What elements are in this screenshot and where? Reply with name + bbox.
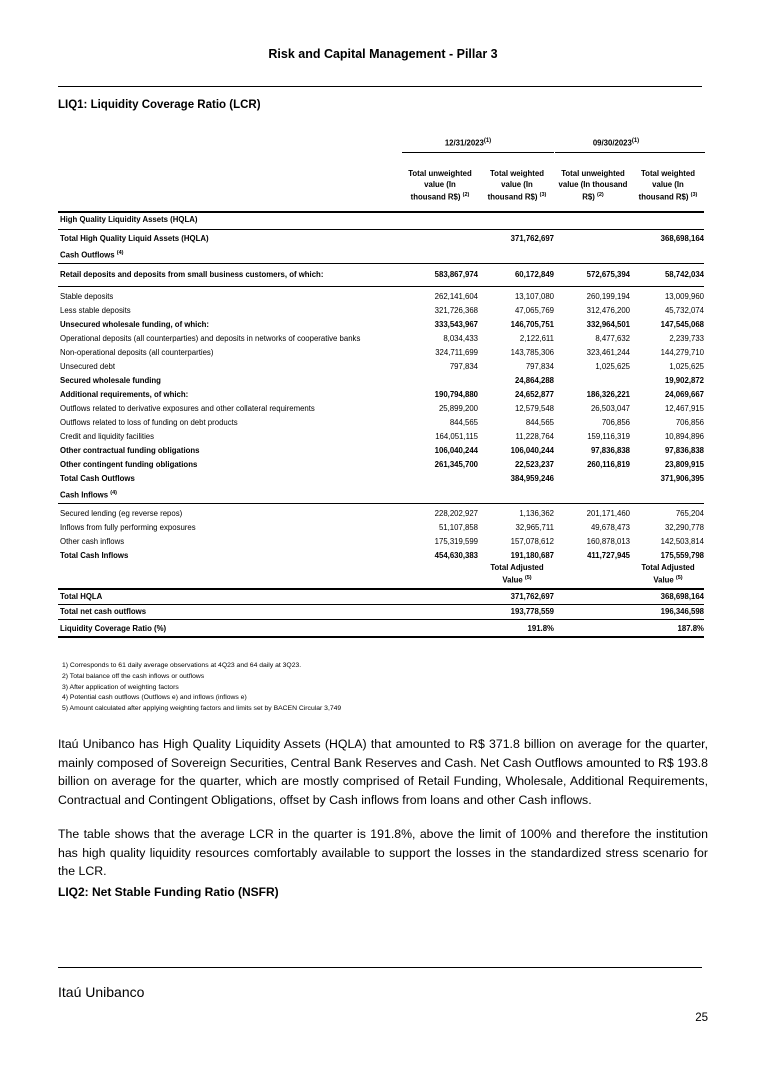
row-label: Outflows related to derivative exposures and other collateral requirements [60,404,315,413]
cell-unweighted-current: 190,794,880 [434,390,478,399]
cell-unweighted-current: 175,319,599 [434,537,478,546]
row-label: Secured wholesale funding [60,376,161,385]
table-row [58,535,704,549]
row-label: Other contractual funding obligations [60,446,200,455]
cell-unweighted-previous: 572,675,394 [586,270,630,279]
cash-outflows-heading-row [58,246,704,260]
retail-deposits-row [58,268,704,282]
row-label: Credit and liquidity facilities [60,432,155,441]
row-label: Retail deposits and deposits from small business customers, of which: [60,270,324,279]
row-divider [58,619,704,620]
footer-brand: Itaú Unibanco [58,984,145,1000]
column-header-line: Total unweighted [561,169,625,178]
cell-weighted-current: 11,228,764 [515,432,554,441]
column-header-line: Total weighted [641,169,695,178]
table-row [58,402,704,416]
hqla-heading-row [58,213,704,227]
column-header-line: R$) [582,192,595,202]
cell-weighted-previous: 23,809,915 [664,460,704,469]
adjusted-header-line: Value [502,575,523,585]
cell-unweighted-current: 844,565 [449,418,478,427]
body-paragraph: The table shows that the average LCR in the quarter is 191.8%, above the limit of 100% and therefore the institution has high quality liquidity resources comfortably available to support the losses in the standardized stress scenario for the LCR. [58,827,708,879]
row-label: Other contingent funding obligations [60,460,198,469]
row-note: (4) [116,250,124,256]
cell-weighted-previous: 45,732,074 [664,306,704,315]
table-row [58,444,704,458]
cell-weighted-previous: 147,545,068 [660,320,704,329]
outflow-rows [58,290,704,486]
column-header-line: thousand R$) [410,192,461,202]
row-label: Total Cash Inflows [60,551,129,560]
cell-weighted-current: 384,959,246 [510,474,554,483]
adjusted-header-current [478,562,556,586]
cell-weighted-current: 13,107,080 [514,292,554,301]
table-row [58,374,704,388]
table-row [58,521,704,535]
footnote: 5) Amount calculated after applying weighting factors and limits set by BACEN Circular 3,749 [62,705,342,713]
cell-unweighted-previous: 8,477,632 [595,334,630,343]
row-divider [58,229,704,230]
cell-unweighted-current: 25,899,200 [438,404,478,413]
table-bottom-rule [58,636,704,638]
footer-rule [58,967,702,968]
inflow-rows [58,507,704,563]
cash-inflows-heading-row [58,486,704,500]
cell-unweighted-previous: 186,326,221 [586,390,630,399]
cell-unweighted-previous: 706,856 [601,418,630,427]
row-label: Total High Quality Liquid Assets (HQLA) [60,234,209,243]
table-row [58,360,704,374]
cell-weighted-current: 2,122,611 [519,334,554,343]
column-header-line: Total weighted [490,169,544,178]
cell-unweighted-current: 262,141,604 [434,292,478,301]
cell-weighted-previous: 12,467,915 [664,404,704,413]
column-header-line: value (In [424,180,456,189]
column-header-note: (3) [690,192,698,198]
cell-unweighted-previous: 323,461,244 [586,348,630,357]
footnote: 4) Potential cash outflows (Outflows e) and inflows (inflows e) [62,694,247,702]
cell-weighted-current: 1,136,362 [519,509,554,518]
cell-weighted-current: 24,652,877 [514,390,554,399]
cell-unweighted-previous: 201,171,460 [586,509,630,518]
cell-unweighted-current: 164,051,115 [435,432,478,441]
row-label: Liquidity Coverage Ratio (%) [60,624,167,633]
adjusted-header-previous [630,562,706,586]
summary-table [58,590,704,638]
page-number: 25 [695,1012,708,1024]
column-header-note: (2) [597,192,604,198]
cell-unweighted-previous: 332,964,501 [586,320,630,329]
period-header-previous [568,138,664,148]
cell-weighted-current: 143,785,306 [510,348,554,357]
table-row [58,388,704,402]
cell-adjusted-current: 191.8% [527,624,554,633]
footnote: 3) After application of weighting factors [62,683,179,691]
row-label: High Quality Liquidity Assets (HQLA) [60,215,198,224]
column-header [630,168,706,203]
period-date: 09/30/2023 [592,138,632,148]
cell-unweighted-previous: 1,025,625 [595,362,630,371]
row-label: Inflows from fully performing exposures [60,523,196,532]
cell-adjusted-previous: 196,346,598 [660,607,704,616]
hqla-total-row [58,232,704,246]
row-label: Cash Outflows [60,250,115,260]
cell-unweighted-current: 261,345,700 [434,460,478,469]
column-header-note: (2) [462,192,470,198]
summary-row [58,590,704,604]
table-row [58,416,704,430]
cell-unweighted-current: 797,834 [449,362,478,371]
cell-weighted-current: 106,040,244 [510,446,554,455]
cell-unweighted-previous: 411,727,945 [587,551,630,560]
row-label: Total Cash Outflows [60,474,135,483]
cell-unweighted-previous: 160,878,013 [586,537,630,546]
cell-unweighted-previous: 312,476,200 [586,306,630,315]
cell-weighted-current: 47,065,769 [514,306,554,315]
cell-weighted-current: 22,523,237 [514,460,554,469]
cell-weighted-previous: 144,279,710 [660,348,704,357]
table-row [58,458,704,472]
period-underline-previous [555,152,705,153]
table-row [58,549,704,563]
column-header [478,168,556,203]
adjusted-header-line: Total Adjusted [490,563,544,572]
footnotes [62,661,341,715]
cell-weighted-previous: 10,894,896 [664,432,704,441]
summary-row [58,622,704,636]
row-label: Unsecured debt [60,362,116,371]
period-header-current [420,138,516,148]
row-label: Total net cash outflows [60,607,147,616]
row-label: Total HQLA [60,592,103,601]
cell-unweighted-previous: 49,678,473 [590,523,630,532]
row-divider [58,503,704,504]
row-note: (4) [110,490,117,496]
row-label: Additional requirements, of which: [60,390,189,399]
cell-unweighted-current: 324,711,699 [435,348,478,357]
cell-weighted-current: 191,180,687 [510,551,554,560]
cell-unweighted-current: 583,867,974 [434,270,478,279]
cell-unweighted-previous: 26,503,047 [590,404,630,413]
cell-weighted-current: 797,834 [525,362,554,371]
cell-weighted-current: 60,172,849 [514,270,554,279]
row-label: Secured lending (eg reverse repos) [60,509,183,518]
lcr-table [58,213,704,563]
cell-weighted-previous: 371,906,395 [660,474,704,483]
cell-unweighted-current: 333,543,967 [434,320,478,329]
footnote: 1) Corresponds to 61 daily average observations at 4Q23 and 64 daily at 3Q23. [62,662,302,669]
cell-weighted-previous: 142,503,814 [660,537,704,546]
adjusted-header-line: Total Adjusted [641,563,695,572]
row-label: Stable deposits [60,292,114,301]
body-paragraph: Itaú Unibanco has High Quality Liquidity Assets (HQLA) that amounted to R$ 371.8 billion on average for the quarter, mainly composed of Sovereign Securities, Central Bank Reserves and Cash. Net Cash Outflows amounted to R$ 193.8 billion on average for the quarter, which are mostly comprised of Retail Funding, Wholesale, Additional Requirements, Contractual and Contingent Obligations, offset by Cash inflows from loans and other Cash inflows. [58,737,708,807]
column-header-line: value (In [501,180,533,189]
cell-unweighted-current: 228,202,927 [434,509,478,518]
cell-weighted-previous: 24,069,667 [664,390,704,399]
row-label: Non-operational deposits (all counterparties) [60,348,214,357]
cell-adjusted-previous: 187.8% [677,624,704,633]
cell-weighted-current: 844,565 [525,418,554,427]
cell-weighted-previous: 13,009,960 [664,292,704,301]
cell-unweighted-current: 106,040,244 [434,446,478,455]
next-section-title: LIQ2: Net Stable Funding Ratio (NSFR) [58,885,279,899]
adjusted-header-line: Value [653,575,674,585]
cell-weighted-previous: 175,559,798 [660,551,704,560]
row-label: Cash Inflows [60,490,109,500]
table-row [58,507,704,521]
cell-weighted-previous: 706,856 [675,418,704,427]
cell-weighted-current: 157,078,612 [510,537,554,546]
table-row [58,430,704,444]
cell-weighted-current: 12,579,548 [514,404,554,413]
adjusted-header-note: (5) [675,575,683,581]
column-header [554,168,632,203]
column-header-line: thousand R$) [638,192,689,202]
cell-weighted-current: 371,762,697 [510,234,554,243]
table-row [58,332,704,346]
cell-weighted-previous: 368,698,164 [660,234,704,243]
period-note: (1) [631,138,640,144]
column-header-note: (3) [539,192,547,198]
column-header-line: thousand R$) [487,192,538,202]
cell-unweighted-previous: 97,836,838 [590,446,630,455]
table-row [58,318,704,332]
cell-weighted-current: 32,965,711 [515,523,554,532]
period-note: (1) [483,138,492,144]
cell-weighted-previous: 2,239,733 [669,334,704,343]
cell-weighted-previous: 58,742,034 [664,270,704,279]
column-header [402,168,478,203]
header-rule [58,86,702,87]
summary-row [58,605,704,619]
cell-unweighted-previous: 260,116,819 [587,460,630,469]
table-row [58,346,704,360]
table-row [58,472,704,486]
cell-weighted-current: 24,864,288 [514,376,554,385]
cell-unweighted-current: 8,034,433 [443,334,478,343]
row-label: Less stable deposits [60,306,131,315]
cell-weighted-previous: 19,902,872 [664,376,704,385]
cell-weighted-previous: 1,025,625 [669,362,704,371]
column-header-line: Total unweighted [408,169,472,178]
adjusted-header-note: (5) [524,575,532,581]
row-divider [58,263,704,264]
row-divider [58,286,704,287]
period-underline-current [402,152,554,153]
period-date: 12/31/2023 [444,138,484,148]
cell-adjusted-previous: 368,698,164 [660,592,704,601]
row-label: Outflows related to loss of funding on debt products [60,418,238,427]
column-header-line: value (In [652,180,684,189]
cell-unweighted-current: 321,726,368 [434,306,478,315]
cell-weighted-current: 146,705,751 [510,320,554,329]
cell-adjusted-current: 193,778,559 [510,607,554,616]
row-label: Unsecured wholesale funding, of which: [60,320,210,329]
row-label: Operational deposits (all counterparties) and deposits in networks of cooperative banks [60,334,361,343]
footnote: 2) Total balance off the cash inflows or outflows [62,672,205,680]
cell-weighted-previous: 32,290,778 [664,523,704,532]
cell-adjusted-current: 371,762,697 [510,592,554,601]
cell-unweighted-current: 454,630,383 [434,551,478,560]
section-title: LIQ1: Liquidity Coverage Ratio (LCR) [58,99,261,111]
cell-unweighted-previous: 159,116,319 [587,432,630,441]
cell-unweighted-previous: 260,199,194 [586,292,630,301]
table-row [58,290,704,304]
cell-unweighted-current: 51,107,858 [438,523,478,532]
row-label: Other cash inflows [60,537,125,546]
cell-weighted-previous: 97,836,838 [664,446,704,455]
cell-weighted-previous: 765,204 [675,509,704,518]
column-header-line: value (In thousand [558,180,628,189]
table-row [58,304,704,318]
page-header-title: Risk and Capital Management - Pillar 3 [268,47,498,61]
